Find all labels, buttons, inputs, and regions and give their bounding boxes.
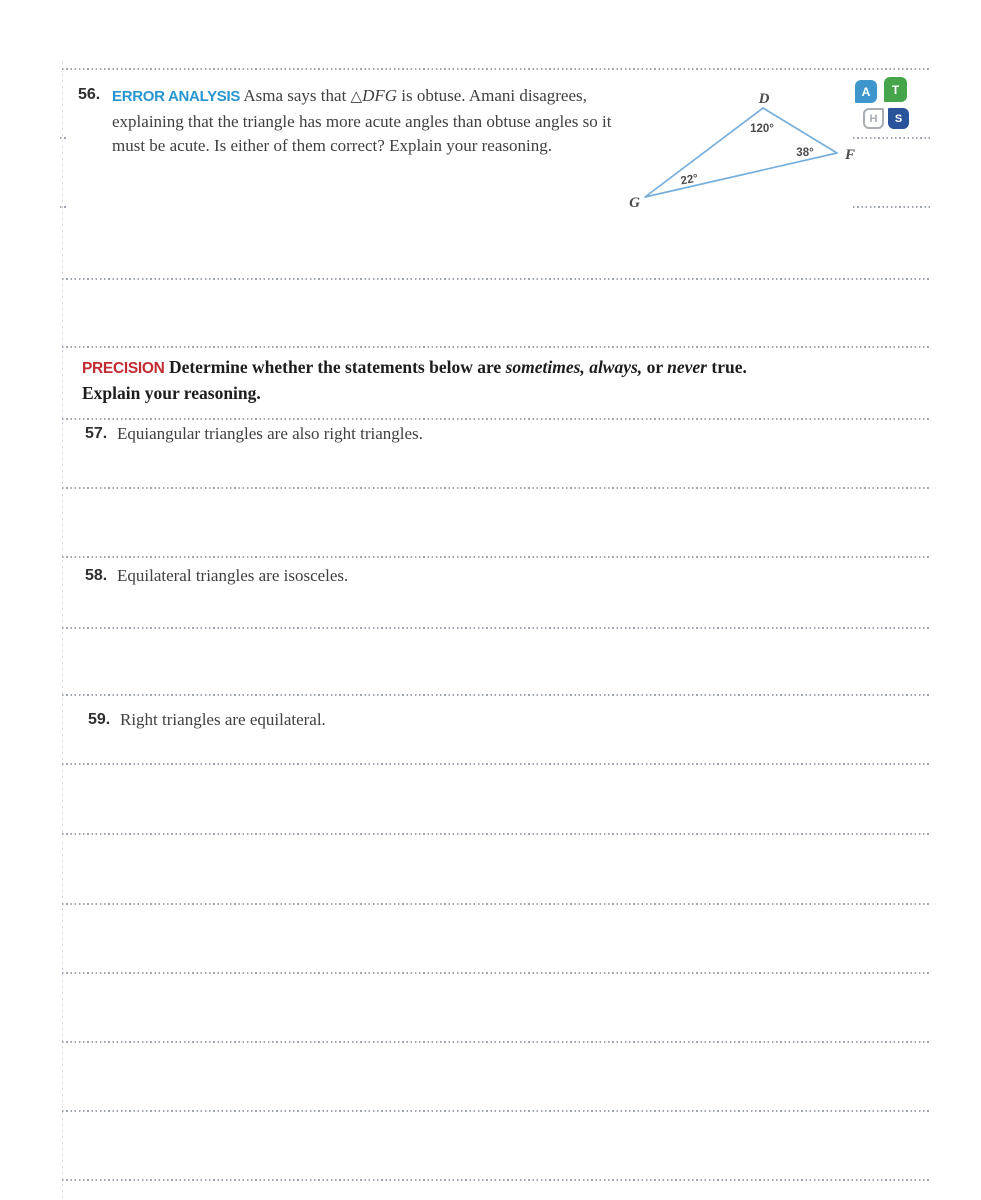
problem-59-number: 59. bbox=[88, 711, 111, 728]
ruled-line bbox=[62, 487, 930, 489]
vertex-label-f: F bbox=[845, 147, 856, 163]
angle-label-120: 120° bbox=[750, 123, 774, 135]
angle-label-22: 22° bbox=[679, 172, 700, 188]
ruled-line bbox=[62, 972, 930, 974]
ruled-line bbox=[62, 903, 930, 905]
problem-56-number: 56. bbox=[78, 86, 101, 103]
problem-58-text: Equilateral triangles are isosceles. bbox=[117, 566, 349, 585]
ruled-line bbox=[62, 1041, 930, 1043]
ruled-line bbox=[62, 68, 930, 70]
vertex-label-d: D bbox=[758, 91, 770, 107]
precision-tag: PRECISION bbox=[82, 360, 165, 377]
ruled-line bbox=[62, 627, 930, 629]
triangle-dfg-figure bbox=[615, 82, 865, 217]
badge-s: S bbox=[888, 108, 909, 129]
triangle-symbol: △ bbox=[350, 87, 363, 105]
ruled-line bbox=[62, 418, 930, 420]
badge-h: H bbox=[863, 108, 884, 129]
precision-line2: Explain your reasoning. bbox=[82, 383, 261, 403]
problem-58-number: 58. bbox=[85, 567, 108, 584]
angle-label-38: 38° bbox=[796, 147, 814, 159]
precision-header: PRECISION Determine whether the statements below are sometimes, always, or never true. Explain your reasoning. bbox=[82, 357, 747, 403]
badge-a: A bbox=[855, 80, 877, 103]
badge-t: T bbox=[884, 77, 907, 102]
problem-57-number: 57. bbox=[85, 425, 108, 442]
ruled-line-remnant bbox=[60, 137, 68, 139]
vertex-label-g: G bbox=[629, 195, 640, 211]
ruled-line-remnant bbox=[60, 206, 68, 208]
ruled-line bbox=[62, 556, 930, 558]
problem-57-text: Equiangular triangles are also right triangles. bbox=[117, 424, 423, 443]
ruled-line bbox=[62, 833, 930, 835]
ruled-line bbox=[62, 763, 930, 765]
ruled-line bbox=[62, 1179, 930, 1181]
error-analysis-tag: ERROR ANALYSIS bbox=[112, 88, 241, 105]
ruled-line bbox=[62, 1110, 930, 1112]
ruled-line bbox=[62, 694, 930, 696]
problem-56-text: ERROR ANALYSIS Asma says that △DFG is obtuse. Amani disagrees, explaining that the triangle has more acute angles than obtuse angles so it must be acute. Is either of them correct? Explain your reasoning. bbox=[112, 86, 612, 155]
problem-59-text: Right triangles are equilateral. bbox=[120, 710, 326, 729]
ruled-line bbox=[62, 278, 930, 280]
ruled-line bbox=[62, 346, 930, 348]
left-margin-rule bbox=[62, 62, 63, 1200]
